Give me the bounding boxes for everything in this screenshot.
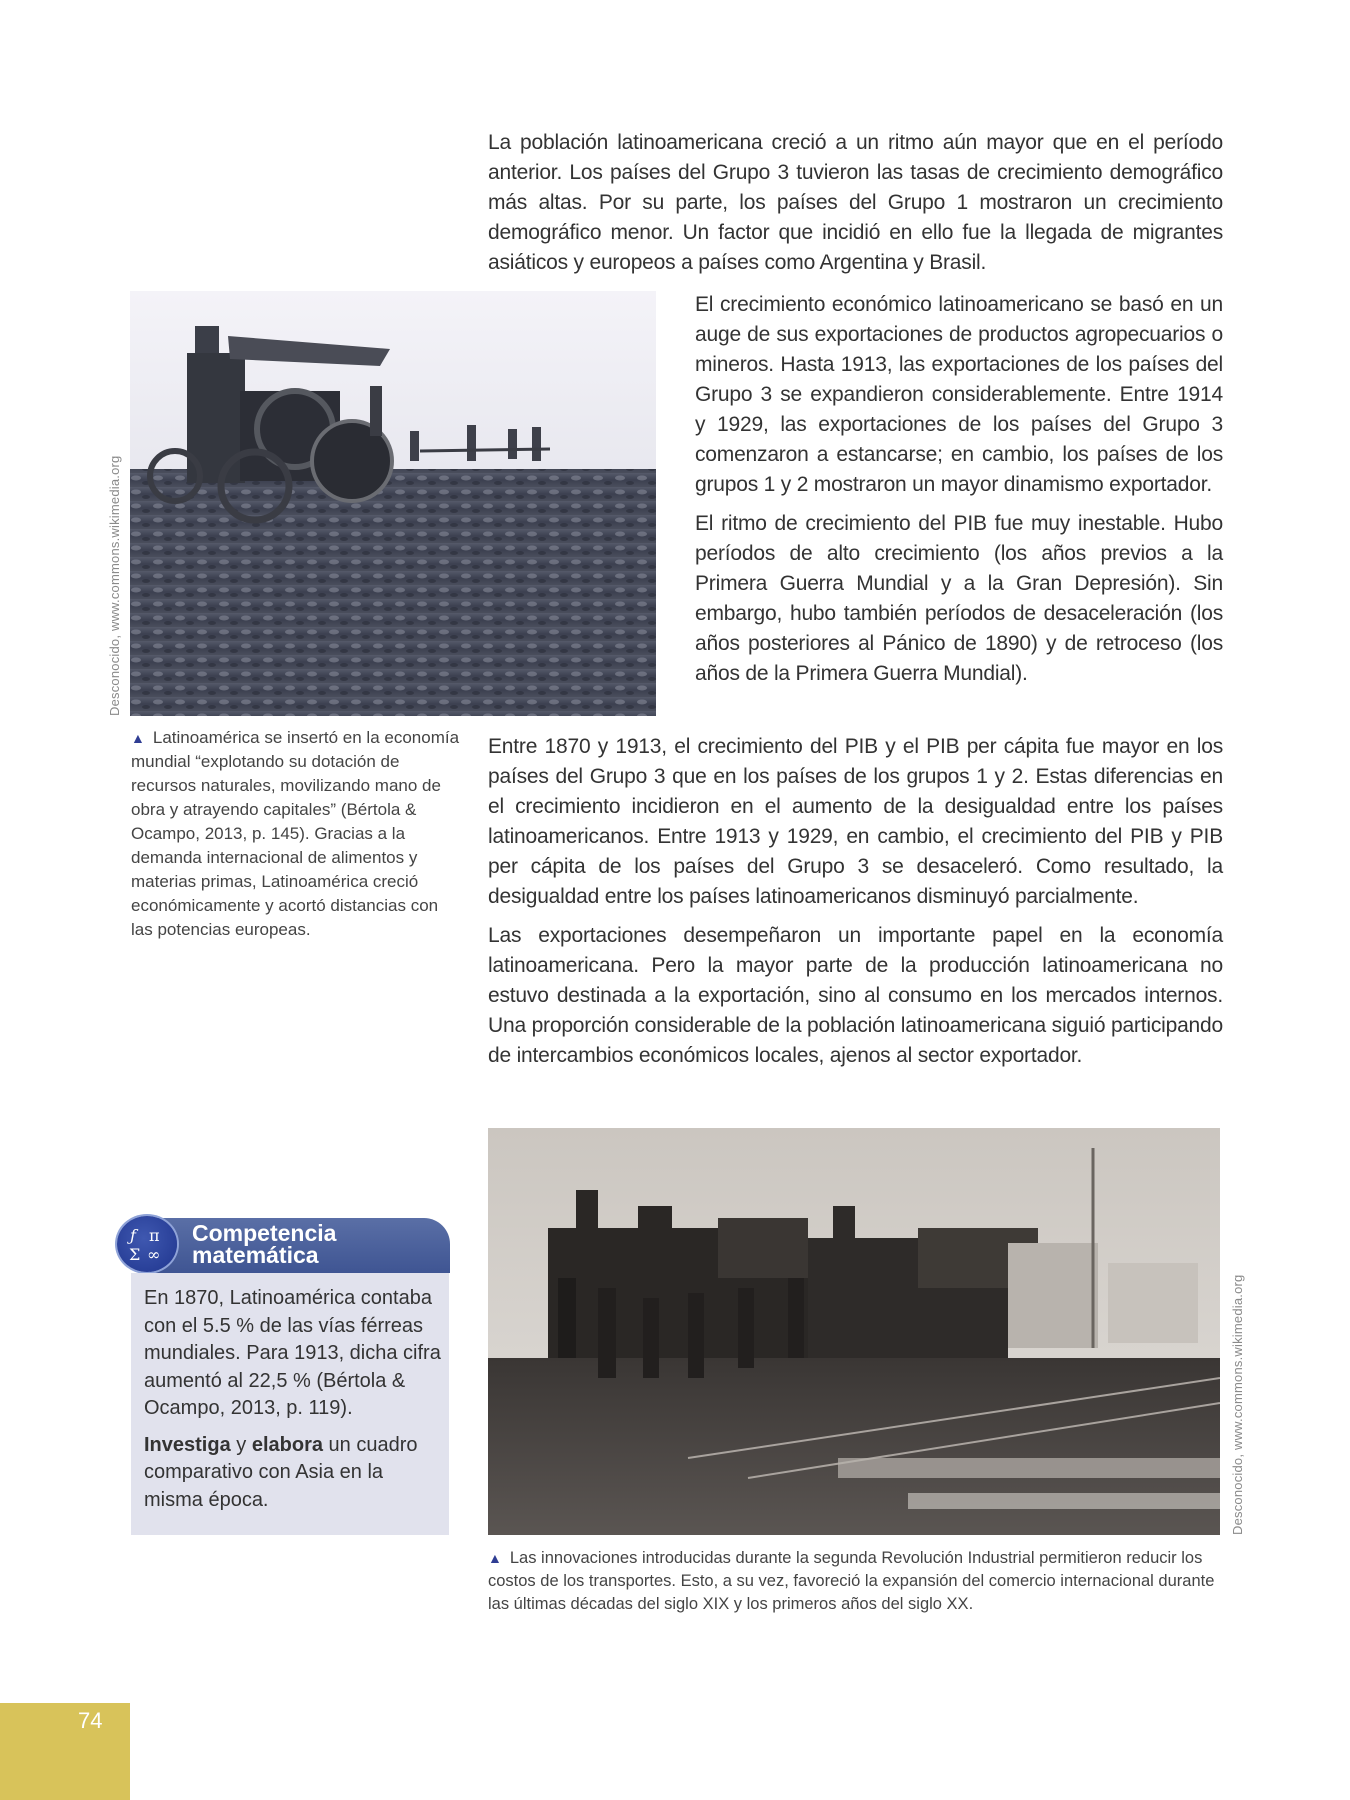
paragraph-exports: El crecimiento económico latinoamericano se basó en un auge de sus exportaciones de productos agropecuarios o mineros. Hasta 1913, las exportaciones de los países del Grupo 3 se expandieron considerablemente. Entre 1914 y 1929, las exportaciones de los países del Grupo 3 comenzaron a estancarse; en cambio, los países de los grupos 1 y 2 mostraron un mayor dinamismo exportador.: [695, 293, 1223, 496]
competencia-task: [144, 1432, 444, 1515]
page-number: 74: [78, 1708, 103, 1733]
page-number-tab: [0, 1703, 130, 1800]
caption-triangle-icon: ▲: [488, 1550, 502, 1566]
tractor-image-icon: [130, 291, 656, 716]
photo-credit-tractor: Desconocido, www.commons.wikimedia.org: [107, 455, 122, 716]
caption-triangle-icon: ▲: [131, 730, 145, 746]
task-verb-elabora: elabora: [251, 1433, 323, 1456]
paragraph-internal-markets: Las exportaciones desempeñaron un importante papel en la economía latinoamericana. Pero la mayor parte de la producción latinoamericana no estuvo destinada a la exportación, sino al consumo en los mercados internos. Una proporción considerable de la población latinoamericana siguió participando de intercambios económicos locales, ajenos al sector exportador.: [488, 924, 1223, 1067]
svg-text:π: π: [149, 1226, 160, 1245]
paragraph-text: La población latinoamericana creció a un ritmo aún mayor que en el período anterior. Los países del Grupo 3 tuvieron las tasas de crecimiento demográfico más altas. Por su parte, los países del Grupo 1 mostraron un crecimiento demográfico menor. Un factor que incidió en ello fue la llegada de migrantes asiáticos y europeos a países como Argentina y Brasil.: [488, 131, 1223, 274]
train-photo-caption: [488, 1547, 1228, 1616]
svg-text:Σ: Σ: [129, 1245, 141, 1264]
paragraph-inequality-column: [488, 732, 1223, 1080]
paragraph-exports-column: [695, 290, 1223, 698]
caption-text: Latinoamérica se insertó en la economía mundial “explotando su dotación de recursos naturales, movilizando mano de obra y atrayendo capitales” (Bértola & Ocampo, 2013, p. 145). Gracias a la demanda internacional de alimentos y materias primas, Latinoamérica creció económicamente y acortó distancias con las potencias europeas.: [131, 728, 460, 939]
task-connector: y: [230, 1433, 252, 1456]
tractor-photo: [130, 291, 656, 716]
competencia-title-line1: Competencia: [192, 1220, 337, 1246]
task-rest: un cuadro comparativo con Asia en la misma época.: [144, 1433, 418, 1511]
math-symbols-icon: [117, 1216, 177, 1272]
competencia-title: [192, 1222, 336, 1266]
task-verb-investiga: Investiga: [144, 1433, 231, 1456]
competencia-text: [144, 1285, 444, 1523]
photo-credit-train: Desconocido, www.commons.wikimedia.org: [1230, 1274, 1245, 1535]
svg-text:ƒ: ƒ: [130, 1226, 136, 1245]
caption-text: Las innovaciones introducidas durante la segunda Revolución Industrial permitieron reducir los costos de los transportes. Esto, a su vez, favoreció la expansión del comercio internacional durante las últimas décadas del siglo XIX y los primeros años del siglo XX.: [488, 1549, 1215, 1613]
competencia-fact: En 1870, Latinoamérica contaba con el 5.5 % de las vías férreas mundiales. Para 1913, dicha cifra aumentó al 22,5 % (Bértola & Ocampo, 2013, p. 119).: [144, 1287, 441, 1419]
train-photo: [488, 1128, 1220, 1535]
train-image-icon: [488, 1128, 1220, 1535]
paragraph-population: [488, 128, 1223, 287]
svg-text:∞: ∞: [147, 1245, 161, 1264]
paragraph-inequality: Entre 1870 y 1913, el crecimiento del PIB y el PIB per cápita fue mayor en los países del Grupo 3 que en los países de los grupos 1 y 2. Estas diferencias en el crecimiento incidieron en el aumento de la desigualdad entre los países latinoamericanos. Entre 1913 y 1929, en cambio, el crecimiento del PIB y PIB per cápita de los países del Grupo 3 se desaceleró. Como resultado, la desigualdad entre los países latinoamericanos disminuyó parcialmente.: [488, 735, 1223, 908]
tractor-photo-caption: [131, 726, 461, 942]
paragraph-gdp-rhythm: El ritmo de crecimiento del PIB fue muy inestable. Hubo períodos de alto crecimiento (los años previos a la Primera Guerra Mundial y a la Gran Depresión). Sin embargo, hubo también períodos de desaceleración (los años posteriores al Pánico de 1890) y de retroceso (los años de la Primera Guerra Mundial).: [695, 512, 1223, 685]
competencia-title-line2: matemática: [192, 1242, 319, 1268]
